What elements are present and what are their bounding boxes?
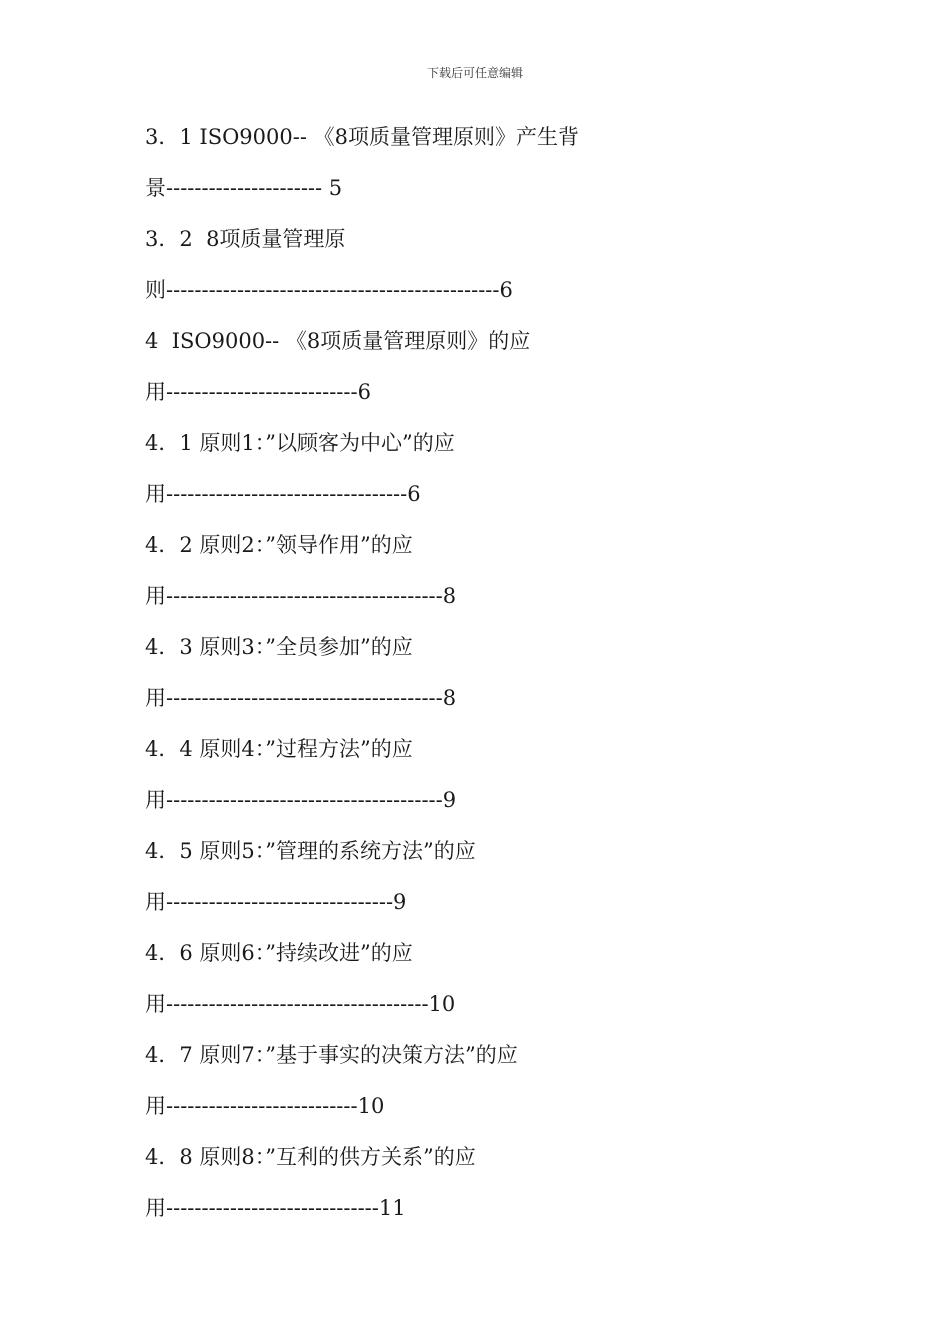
toc-entry-4-2-page: 用---------------------------------------8	[145, 584, 457, 608]
toc-entry-3-1-page: 景---------------------- 5	[145, 176, 343, 200]
toc-entry-4-5-title: 4．5 原则5：”管理的系统方法”的应	[145, 839, 476, 863]
toc-entry-4-2-title: 4．2 原则2：”领导作用”的应	[145, 533, 413, 557]
toc-entry-4-page: 用---------------------------6	[145, 380, 371, 404]
toc-entry-4-title: 4 ISO9000-- 《8项质量管理原则》的应	[145, 329, 531, 353]
toc-entry-4-4-title: 4．4 原则4：”过程方法”的应	[145, 737, 413, 761]
toc-entry-4-3-title: 4．3 原则3：”全员参加”的应	[145, 635, 413, 659]
toc-entry-3-2-page: 则-----------------------------------------------6	[145, 278, 513, 302]
page-header: 下载后可任意编辑	[426, 66, 523, 80]
toc-entry-4-8-title: 4．8 原则8：”互利的供方关系”的应	[145, 1145, 476, 1169]
toc-entry-4-7-title: 4．7 原则7：”基于事实的决策方法”的应	[145, 1043, 518, 1067]
toc-entry-4-1-title: 4．1 原则1：”以顾客为中心”的应	[145, 431, 455, 455]
toc-entry-4-6-page: 用-------------------------------------10	[145, 992, 456, 1016]
toc-entry-4-4-page: 用---------------------------------------9	[145, 788, 457, 812]
toc-entry-4-6-title: 4．6 原则6：”持续改进”的应	[145, 941, 413, 965]
toc-entry-3-2-title: 3．2 8项质量管理原	[145, 227, 346, 251]
toc-entry-4-7-page: 用---------------------------10	[145, 1094, 385, 1118]
toc-entry-4-8-page: 用------------------------------11	[145, 1196, 406, 1220]
toc-entry-4-1-page: 用----------------------------------6	[145, 482, 421, 506]
toc-entry-4-3-page: 用---------------------------------------8	[145, 686, 457, 710]
toc-entry-3-1-title: 3．1 ISO9000-- 《8项质量管理原则》产生背	[145, 125, 579, 149]
toc-entry-4-5-page: 用--------------------------------9	[145, 890, 407, 914]
table-of-contents	[145, 112, 925, 1234]
